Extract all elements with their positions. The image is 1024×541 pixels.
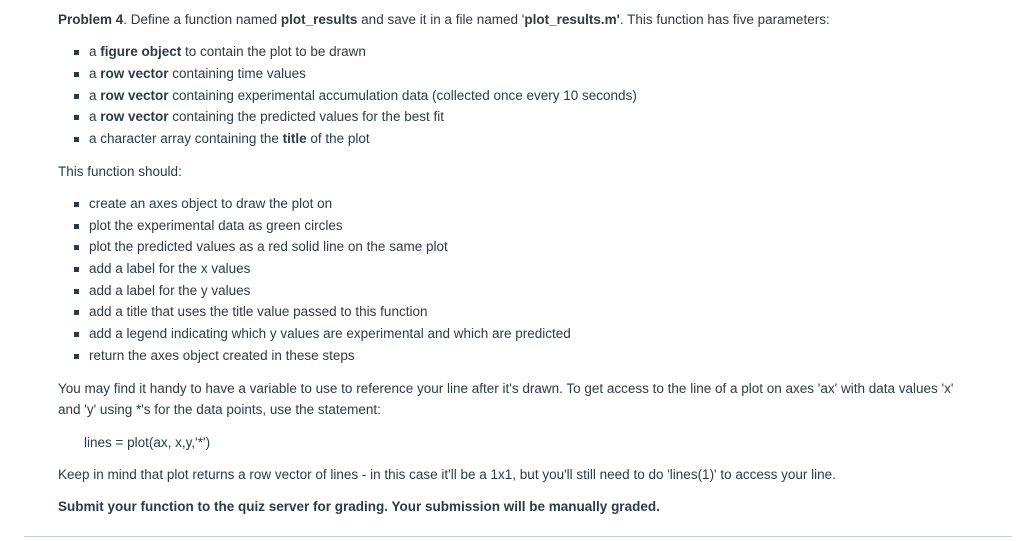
- step-item: plot the experimental data as green circles: [74, 217, 343, 235]
- intro-text-3: . This function has five parameters:: [619, 12, 830, 27]
- parameter-text: to contain the plot to be drawn: [181, 44, 366, 59]
- hint-text-line-2: and 'y' using *'s for the data points, use the statement:: [58, 402, 381, 417]
- function-name: plot_results: [280, 12, 358, 27]
- step-item: return the axes object created in these steps: [74, 347, 355, 365]
- step-item: add a label for the x values: [74, 260, 250, 278]
- intro-text-1: . Define a function named: [123, 12, 281, 27]
- parameter-keyword: figure object: [100, 44, 182, 59]
- parameter-text: a: [89, 44, 101, 59]
- note-text: Keep in mind that plot returns a row vector of lines - in this case it'll be a 1x1, but you'll still need to do 'lines(1)' to access your line.: [58, 467, 836, 482]
- parameter-keyword: row vector: [100, 109, 169, 124]
- step-item: add a title that uses the title value passed to this function: [74, 303, 427, 321]
- file-name: plot_results.m': [524, 12, 620, 27]
- hint-text-line-1: You may find it handy to have a variable to use to reference your line after it's drawn. To get access to the line of a plot on axes 'ax' with data values 'x': [58, 381, 954, 396]
- step-item: plot the predicted values as a red solid line on the same plot: [74, 238, 448, 256]
- parameter-text: containing experimental accumulation data (collected once every 10 seconds): [168, 88, 637, 103]
- parameter-item: [74, 65, 306, 83]
- parameter-item: [74, 130, 370, 148]
- parameter-item: [74, 87, 637, 105]
- parameter-text: a: [89, 88, 101, 103]
- code-statement: lines = plot(ax, x,y,'*'): [84, 435, 211, 450]
- should-label: This function should:: [58, 164, 182, 179]
- submit-instruction: [58, 498, 660, 516]
- submit-text: Submit your function to the quiz server for grading. Your submission will be manually graded.: [58, 499, 660, 514]
- problem-intro: [58, 11, 830, 29]
- step-item: add a legend indicating which y values are experimental and which are predicted: [74, 325, 571, 343]
- parameter-keyword: title: [282, 131, 307, 146]
- parameter-text: containing the predicted values for the best fit: [168, 109, 444, 124]
- parameter-keyword: row vector: [100, 66, 169, 81]
- parameter-text: of the plot: [306, 131, 370, 146]
- step-item: create an axes object to draw the plot on: [74, 195, 332, 213]
- parameter-text: a character array containing the: [89, 131, 283, 146]
- parameter-text: containing time values: [168, 66, 306, 81]
- bottom-divider: [24, 536, 1012, 537]
- parameter-text: a: [89, 109, 101, 124]
- parameter-keyword: row vector: [100, 88, 169, 103]
- parameter-text: a: [89, 66, 101, 81]
- problem-label: Problem 4: [58, 12, 124, 27]
- intro-text-2: and save it in a file named ': [357, 12, 525, 27]
- step-item: add a label for the y values: [74, 282, 250, 300]
- parameter-item: [74, 108, 444, 126]
- parameter-item: [74, 43, 366, 61]
